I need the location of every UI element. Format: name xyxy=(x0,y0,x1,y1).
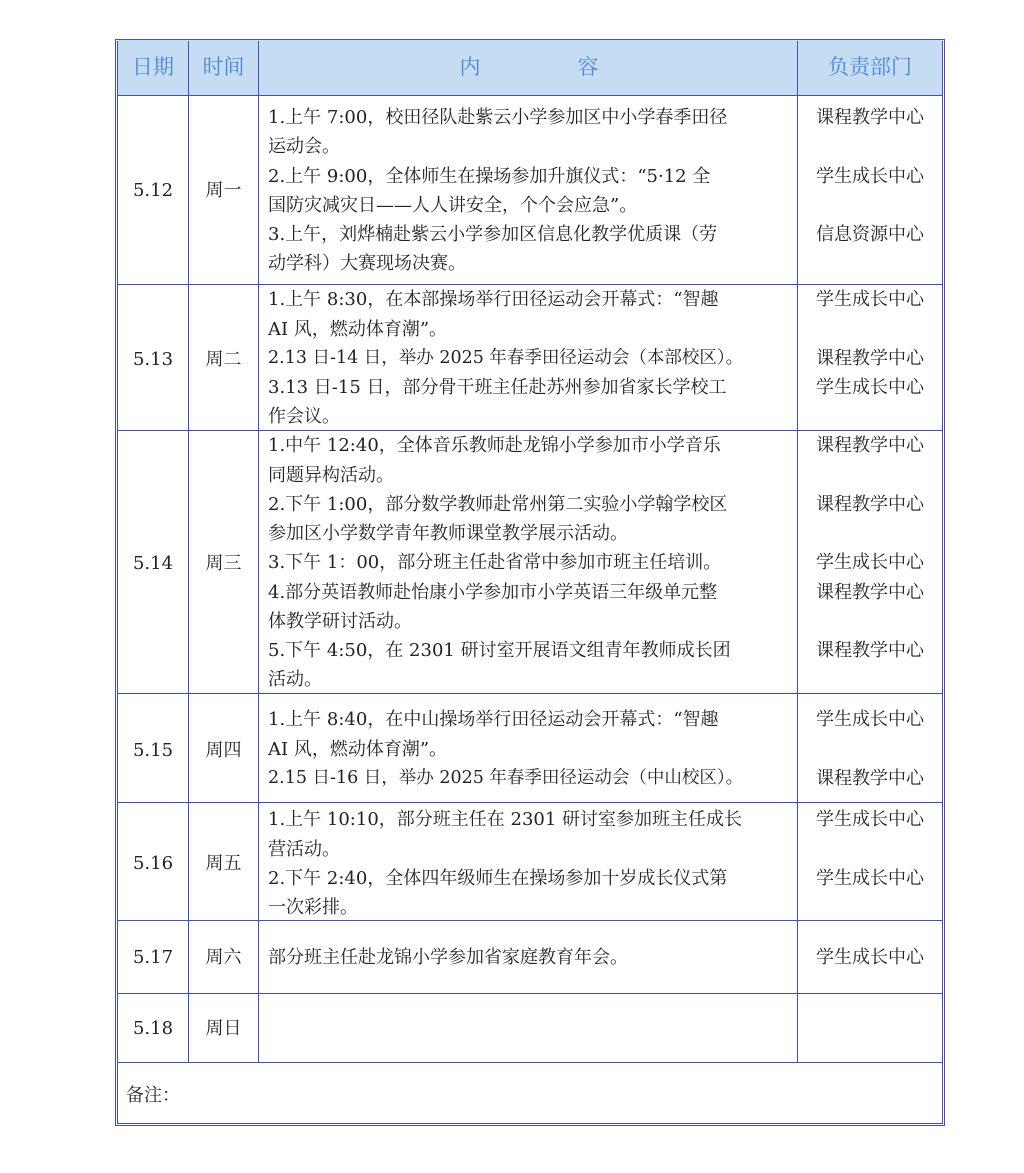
content-line: 同题异构活动。 xyxy=(268,465,394,486)
content-line: 1.上午 8:40，在中山操场举行田径运动会开幕式：“智趣 xyxy=(268,709,719,730)
header-content-right: 容 xyxy=(577,55,599,79)
content-line: 2.13 日-14 日，举办 2025 年春季田径运动会（本部校区）。 xyxy=(268,348,744,368)
content-line: 动学科）大赛现场决赛。 xyxy=(268,253,466,274)
department-cell: 课程教学中心 xyxy=(816,768,924,789)
cell-date: 5.15 xyxy=(132,740,174,761)
content-line: 2.下午 1:00，部分数学教师赴常州第二实验小学翰学校区 xyxy=(268,494,728,515)
department-cell: 课程教学中心 xyxy=(816,348,924,369)
content-line: 体教学研讨活动。 xyxy=(268,611,412,632)
cell-weekday: 周五 xyxy=(205,853,242,874)
header-content-left: 内 xyxy=(459,55,481,79)
department-cell: 课程教学中心 xyxy=(816,640,924,661)
content-line: AI 风，燃动体育潮”。 xyxy=(268,739,448,760)
department-cell: 课程教学中心 xyxy=(816,494,924,515)
department-cell: 学生成长中心 xyxy=(816,709,924,730)
department-cell: 学生成长中心 xyxy=(816,552,924,573)
row-line xyxy=(117,802,943,803)
cell-date: 5.14 xyxy=(132,553,174,574)
cell-date: 5.18 xyxy=(132,1018,174,1039)
department-cell: 学生成长中心 xyxy=(816,809,924,830)
department-cell: 课程教学中心 xyxy=(816,107,924,128)
content-line: 活动。 xyxy=(268,669,322,690)
content-line: 一次彩排。 xyxy=(268,897,358,918)
content-line: 参加区小学数学青年教师课堂教学展示活动。 xyxy=(268,523,628,544)
content-line: 4.部分英语教师赴怡康小学参加市小学英语三年级单元整 xyxy=(268,582,718,603)
content-line: 1.中午 12:40，全体音乐教师赴龙锦小学参加市小学音乐 xyxy=(268,435,721,456)
cell-date: 5.13 xyxy=(132,349,174,370)
row-line xyxy=(117,993,943,994)
content-line: 1.上午 10:10，部分班主任在 2301 研讨室参加班主任成长 xyxy=(268,809,743,830)
department-cell: 学生成长中心 xyxy=(816,166,924,187)
header-department: 负责部门 xyxy=(828,55,912,79)
row-line xyxy=(117,693,943,694)
content-line: AI 风，燃动体育潮”。 xyxy=(268,319,448,340)
department-cell: 学生成长中心 xyxy=(816,289,924,310)
cell-weekday: 周三 xyxy=(205,553,242,574)
row-line xyxy=(117,95,943,96)
row-line xyxy=(117,1062,943,1063)
department-cell: 课程教学中心 xyxy=(816,435,924,456)
content-line: 2.上午 9:00，全体师生在操场参加升旗仪式：“5·12 全 xyxy=(268,166,711,187)
cell-weekday: 周二 xyxy=(205,349,242,370)
content-line: 5.下午 4:50，在 2301 研讨室开展语文组青年教师成长团 xyxy=(268,640,731,661)
content-line: 运动会。 xyxy=(268,136,340,157)
row-line xyxy=(117,920,943,921)
content-line: 部分班主任赴龙锦小学参加省家庭教育年会。 xyxy=(268,947,628,968)
header-time: 时间 xyxy=(202,55,245,79)
content-line: 2.15 日-16 日，举办 2025 年春季田径运动会（中山校区）。 xyxy=(268,768,744,788)
department-cell: 课程教学中心 xyxy=(816,582,924,603)
content-line: 2.下午 2:40，全体四年级师生在操场参加十岁成长仪式第 xyxy=(268,868,728,889)
cell-weekday: 周四 xyxy=(205,740,242,761)
content-line: 3.下午 1：00，部分班主任赴省常中参加市班主任培训。 xyxy=(268,552,722,573)
content-line: 1.上午 7:00，校田径队赴紫云小学参加区中小学春季田径 xyxy=(268,107,728,128)
cell-date: 5.17 xyxy=(132,947,174,968)
remarks-label: 备注： xyxy=(126,1085,180,1106)
content-line: 3.13 日-15 日，部分骨干班主任赴苏州参加省家长学校工 xyxy=(268,377,727,398)
header-date: 日期 xyxy=(132,55,174,79)
cell-weekday: 周六 xyxy=(205,947,242,968)
cell-weekday: 周一 xyxy=(205,180,242,201)
cell-weekday: 周日 xyxy=(205,1018,242,1039)
content-line: 作会议。 xyxy=(268,406,340,427)
content-line: 1.上午 8:30，在本部操场举行田径运动会开幕式：“智趣 xyxy=(268,289,719,310)
cell-date: 5.12 xyxy=(132,180,174,201)
department-cell: 学生成长中心 xyxy=(816,947,924,968)
content-line: 国防灾减灾日——人人讲安全，个个会应急”。 xyxy=(268,195,638,216)
cell-date: 5.16 xyxy=(132,853,174,874)
department-cell: 信息资源中心 xyxy=(816,224,924,245)
content-line: 营活动。 xyxy=(268,839,340,860)
content-line: 3.上午，刘烨楠赴紫云小学参加区信息化教学优质课（劳 xyxy=(268,224,718,245)
department-cell: 学生成长中心 xyxy=(816,868,924,889)
column-line xyxy=(258,41,259,1062)
department-cell: 学生成长中心 xyxy=(816,377,924,398)
